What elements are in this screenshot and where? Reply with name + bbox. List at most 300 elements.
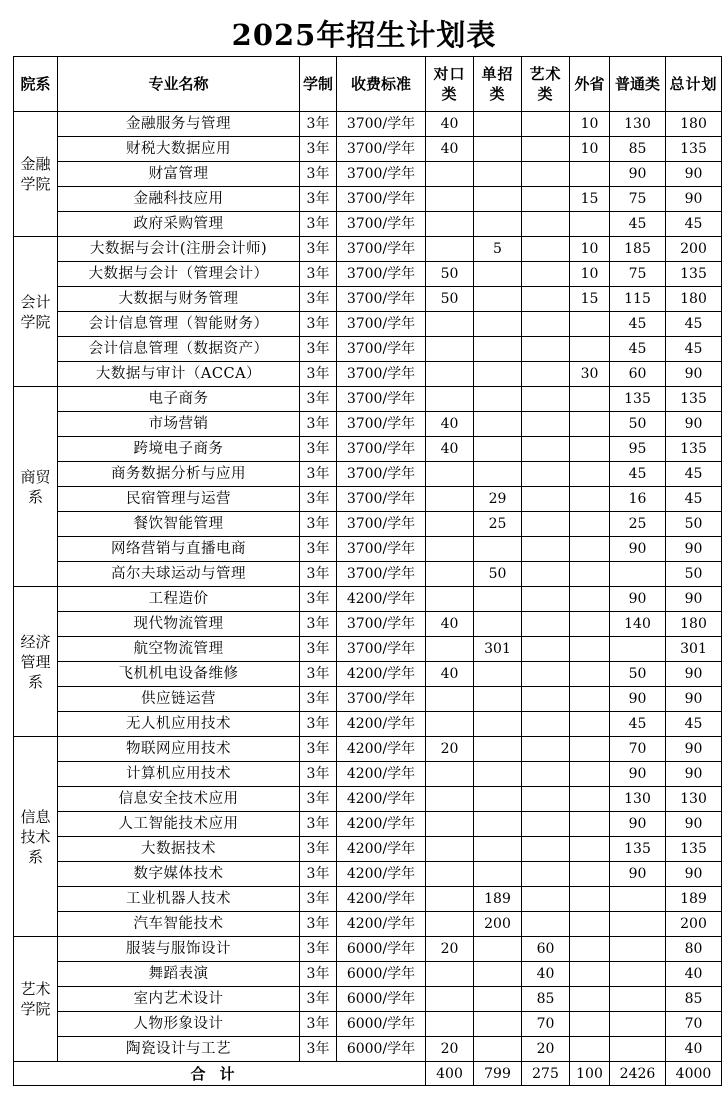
total-cell: 90 (666, 587, 722, 612)
major-cell: 航空物流管理 (58, 637, 300, 662)
duikou-cell (426, 962, 474, 987)
dept-cell: 会计学院 (14, 237, 58, 387)
table-row (14, 887, 722, 912)
putong-cell (610, 562, 666, 587)
yishu-cell (522, 787, 570, 812)
years-cell: 3年 (300, 662, 337, 687)
fee-cell: 3700/学年 (337, 337, 426, 362)
total-cell: 90 (666, 362, 722, 387)
putong-cell: 115 (610, 287, 666, 312)
major-cell: 飞机机电设备维修 (58, 662, 300, 687)
yishu-cell: 70 (522, 1012, 570, 1037)
fee-cell: 3700/学年 (337, 312, 426, 337)
years-cell: 3年 (300, 412, 337, 437)
putong-cell: 90 (610, 812, 666, 837)
danzhao-cell (474, 787, 522, 812)
waisheng-cell (570, 887, 610, 912)
duikou-cell: 20 (426, 937, 474, 962)
years-cell: 3年 (300, 862, 337, 887)
yishu-cell (522, 412, 570, 437)
header-row (14, 57, 722, 112)
major-cell: 会计信息管理（数据资产） (58, 337, 300, 362)
duikou-cell (426, 687, 474, 712)
waisheng-cell: 10 (570, 137, 610, 162)
total-cell: 135 (666, 437, 722, 462)
major-cell: 大数据与会计（管理会计） (58, 262, 300, 287)
putong-cell (610, 987, 666, 1012)
yishu-cell: 40 (522, 962, 570, 987)
table-row (14, 412, 722, 437)
years-cell: 3年 (300, 787, 337, 812)
fee-cell: 4200/学年 (337, 762, 426, 787)
total-cell: 90 (666, 537, 722, 562)
fee-cell: 3700/学年 (337, 687, 426, 712)
duikou-cell (426, 812, 474, 837)
dept-cell: 金融学院 (14, 112, 58, 237)
duikou-cell: 40 (426, 412, 474, 437)
years-cell: 3年 (300, 912, 337, 937)
danzhao-cell (474, 262, 522, 287)
danzhao-cell (474, 862, 522, 887)
putong-cell (610, 937, 666, 962)
danzhao-cell (474, 162, 522, 187)
putong-cell: 50 (610, 662, 666, 687)
major-cell: 高尔夫球运动与管理 (58, 562, 300, 587)
dept-cell: 商贸系 (14, 387, 58, 587)
putong-cell: 16 (610, 487, 666, 512)
duikou-cell (426, 637, 474, 662)
waisheng-cell (570, 937, 610, 962)
putong-cell (610, 1012, 666, 1037)
major-cell: 工程造价 (58, 587, 300, 612)
danzhao-cell: 29 (474, 487, 522, 512)
waisheng-cell (570, 1012, 610, 1037)
putong-cell: 45 (610, 337, 666, 362)
putong-cell: 45 (610, 212, 666, 237)
danzhao-cell (474, 412, 522, 437)
yishu-cell (522, 612, 570, 637)
total-cell: 45 (666, 462, 722, 487)
years-cell: 3年 (300, 337, 337, 362)
major-cell: 电子商务 (58, 387, 300, 412)
fee-cell: 6000/学年 (337, 1037, 426, 1062)
table-row (14, 737, 722, 762)
putong-cell: 85 (610, 137, 666, 162)
danzhao-cell (474, 187, 522, 212)
waisheng-cell (570, 987, 610, 1012)
yishu-cell (522, 737, 570, 762)
years-cell: 3年 (300, 712, 337, 737)
fee-cell: 4200/学年 (337, 862, 426, 887)
waisheng-cell (570, 662, 610, 687)
putong-cell: 95 (610, 437, 666, 462)
major-cell: 政府采购管理 (58, 212, 300, 237)
table-row (14, 212, 722, 237)
waisheng-cell (570, 812, 610, 837)
table-row (14, 912, 722, 937)
duikou-cell (426, 187, 474, 212)
danzhao-cell (474, 1037, 522, 1062)
fee-cell: 3700/学年 (337, 562, 426, 587)
putong-cell: 45 (610, 312, 666, 337)
major-cell: 餐饮智能管理 (58, 512, 300, 537)
danzhao-cell: 200 (474, 912, 522, 937)
total-cell: 45 (666, 337, 722, 362)
years-cell: 3年 (300, 462, 337, 487)
waisheng-cell (570, 587, 610, 612)
header-duikou: 对口类 (426, 57, 474, 112)
putong-cell: 90 (610, 537, 666, 562)
fee-cell: 4200/学年 (337, 812, 426, 837)
header-dept: 院系 (14, 57, 58, 112)
table-row (14, 837, 722, 862)
yishu-cell (522, 537, 570, 562)
table-row (14, 462, 722, 487)
header-total: 总计划 (666, 57, 722, 112)
duikou-cell: 40 (426, 112, 474, 137)
major-cell: 大数据技术 (58, 837, 300, 862)
duikou-cell (426, 312, 474, 337)
danzhao-cell (474, 662, 522, 687)
duikou-cell (426, 337, 474, 362)
total-cell: 189 (666, 887, 722, 912)
yishu-cell: 20 (522, 1037, 570, 1062)
total-cell: 90 (666, 187, 722, 212)
waisheng-cell: 10 (570, 262, 610, 287)
fee-cell: 4200/学年 (337, 787, 426, 812)
fee-cell: 3700/学年 (337, 512, 426, 537)
table-row (14, 137, 722, 162)
waisheng-cell (570, 162, 610, 187)
yishu-cell (522, 512, 570, 537)
table-row (14, 812, 722, 837)
total-cell: 135 (666, 387, 722, 412)
major-cell: 人物形象设计 (58, 1012, 300, 1037)
waisheng-cell (570, 837, 610, 862)
danzhao-cell (474, 337, 522, 362)
fee-cell: 3700/学年 (337, 262, 426, 287)
fee-cell: 3700/学年 (337, 212, 426, 237)
duikou-cell: 20 (426, 1037, 474, 1062)
yishu-cell: 60 (522, 937, 570, 962)
yishu-cell (522, 812, 570, 837)
danzhao-cell: 189 (474, 887, 522, 912)
waisheng-cell (570, 387, 610, 412)
fee-cell: 6000/学年 (337, 937, 426, 962)
duikou-cell (426, 487, 474, 512)
duikou-cell: 40 (426, 137, 474, 162)
danzhao-cell (474, 712, 522, 737)
major-cell: 现代物流管理 (58, 612, 300, 637)
fee-cell: 3700/学年 (337, 537, 426, 562)
table-row (14, 437, 722, 462)
waisheng-cell: 15 (570, 287, 610, 312)
total-cell: 90 (666, 412, 722, 437)
header-major: 专业名称 (58, 57, 300, 112)
waisheng-cell (570, 637, 610, 662)
putong-cell: 90 (610, 862, 666, 887)
waisheng-cell (570, 712, 610, 737)
major-cell: 大数据与审计（ACCA） (58, 362, 300, 387)
years-cell: 3年 (300, 837, 337, 862)
dept-cell: 艺术学院 (14, 937, 58, 1062)
years-cell: 3年 (300, 587, 337, 612)
table-row (14, 562, 722, 587)
yishu-cell (522, 687, 570, 712)
putong-cell (610, 637, 666, 662)
putong-cell (610, 887, 666, 912)
waisheng-cell (570, 462, 610, 487)
duikou-cell (426, 162, 474, 187)
major-cell: 无人机应用技术 (58, 712, 300, 737)
total-cell: 180 (666, 612, 722, 637)
danzhao-cell (474, 112, 522, 137)
fee-cell: 3700/学年 (337, 237, 426, 262)
putong-cell: 75 (610, 187, 666, 212)
table-row (14, 112, 722, 137)
total-cell: 180 (666, 287, 722, 312)
major-cell: 市场营销 (58, 412, 300, 437)
yishu-cell (522, 462, 570, 487)
total-cell: 200 (666, 912, 722, 937)
table-row (14, 762, 722, 787)
totals-row (14, 1062, 722, 1086)
duikou-cell: 50 (426, 287, 474, 312)
table-row (14, 187, 722, 212)
table-row (14, 312, 722, 337)
total-cell: 40 (666, 962, 722, 987)
table-row (14, 987, 722, 1012)
yishu-cell: 85 (522, 987, 570, 1012)
duikou-cell (426, 237, 474, 262)
total-cell: 40 (666, 1037, 722, 1062)
fee-cell: 6000/学年 (337, 987, 426, 1012)
total-cell: 90 (666, 162, 722, 187)
danzhao-cell (474, 937, 522, 962)
fee-cell: 3700/学年 (337, 487, 426, 512)
yishu-cell (522, 337, 570, 362)
table-row (14, 687, 722, 712)
header-years: 学制 (300, 57, 337, 112)
fee-cell: 3700/学年 (337, 612, 426, 637)
years-cell: 3年 (300, 187, 337, 212)
fee-cell: 6000/学年 (337, 962, 426, 987)
danzhao-cell: 301 (474, 637, 522, 662)
table-row (14, 1012, 722, 1037)
totals-total: 4000 (666, 1062, 722, 1086)
waisheng-cell (570, 562, 610, 587)
table-row (14, 387, 722, 412)
table-row (14, 612, 722, 637)
danzhao-cell (474, 962, 522, 987)
waisheng-cell (570, 612, 610, 637)
duikou-cell (426, 862, 474, 887)
major-cell: 财税大数据应用 (58, 137, 300, 162)
yishu-cell (522, 287, 570, 312)
putong-cell: 45 (610, 712, 666, 737)
header-waisheng: 外省 (570, 57, 610, 112)
danzhao-cell (474, 212, 522, 237)
table-body (14, 112, 722, 1062)
putong-cell: 135 (610, 837, 666, 862)
duikou-cell: 40 (426, 662, 474, 687)
table-row (14, 712, 722, 737)
major-cell: 民宿管理与运营 (58, 487, 300, 512)
major-cell: 跨境电子商务 (58, 437, 300, 462)
yishu-cell (522, 712, 570, 737)
duikou-cell (426, 562, 474, 587)
total-cell: 80 (666, 937, 722, 962)
years-cell: 3年 (300, 562, 337, 587)
putong-cell: 140 (610, 612, 666, 637)
fee-cell: 3700/学年 (337, 162, 426, 187)
enrollment-plan-table (13, 56, 722, 1086)
years-cell: 3年 (300, 362, 337, 387)
major-cell: 工业机器人技术 (58, 887, 300, 912)
major-cell: 商务数据分析与应用 (58, 462, 300, 487)
putong-cell: 90 (610, 162, 666, 187)
years-cell: 3年 (300, 687, 337, 712)
years-cell: 3年 (300, 237, 337, 262)
major-cell: 大数据与财务管理 (58, 287, 300, 312)
putong-cell: 130 (610, 787, 666, 812)
duikou-cell (426, 887, 474, 912)
years-cell: 3年 (300, 162, 337, 187)
years-cell: 3年 (300, 287, 337, 312)
years-cell: 3年 (300, 887, 337, 912)
total-cell: 50 (666, 562, 722, 587)
danzhao-cell (474, 287, 522, 312)
yishu-cell (522, 162, 570, 187)
total-cell: 45 (666, 712, 722, 737)
total-cell: 90 (666, 862, 722, 887)
fee-cell: 4200/学年 (337, 837, 426, 862)
years-cell: 3年 (300, 487, 337, 512)
putong-cell (610, 912, 666, 937)
danzhao-cell (474, 612, 522, 637)
table-row (14, 587, 722, 612)
danzhao-cell: 25 (474, 512, 522, 537)
years-cell: 3年 (300, 637, 337, 662)
major-cell: 计算机应用技术 (58, 762, 300, 787)
waisheng-cell (570, 862, 610, 887)
major-cell: 网络营销与直播电商 (58, 537, 300, 562)
total-cell: 45 (666, 312, 722, 337)
total-cell: 85 (666, 987, 722, 1012)
totals-putong: 2426 (610, 1062, 666, 1086)
table-row (14, 962, 722, 987)
years-cell: 3年 (300, 812, 337, 837)
table-row (14, 637, 722, 662)
putong-cell: 90 (610, 587, 666, 612)
putong-cell: 50 (610, 412, 666, 437)
putong-cell (610, 1037, 666, 1062)
major-cell: 大数据与会计(注册会计师) (58, 237, 300, 262)
table-row (14, 862, 722, 887)
waisheng-cell (570, 787, 610, 812)
waisheng-cell (570, 1037, 610, 1062)
waisheng-cell (570, 337, 610, 362)
totals-yishu: 275 (522, 1062, 570, 1086)
total-cell: 135 (666, 262, 722, 287)
years-cell: 3年 (300, 512, 337, 537)
table-row (14, 537, 722, 562)
years-cell: 3年 (300, 612, 337, 637)
yishu-cell (522, 662, 570, 687)
major-cell: 信息安全技术应用 (58, 787, 300, 812)
duikou-cell (426, 212, 474, 237)
waisheng-cell (570, 412, 610, 437)
duikou-cell: 20 (426, 737, 474, 762)
total-cell: 200 (666, 237, 722, 262)
years-cell: 3年 (300, 137, 337, 162)
total-cell: 50 (666, 512, 722, 537)
duikou-cell: 40 (426, 612, 474, 637)
danzhao-cell (474, 437, 522, 462)
major-cell: 服装与服饰设计 (58, 937, 300, 962)
danzhao-cell (474, 537, 522, 562)
years-cell: 3年 (300, 312, 337, 337)
major-cell: 金融科技应用 (58, 187, 300, 212)
totals-duikou: 400 (426, 1062, 474, 1086)
major-cell: 供应链运营 (58, 687, 300, 712)
total-cell: 90 (666, 687, 722, 712)
duikou-cell (426, 387, 474, 412)
yishu-cell (522, 912, 570, 937)
total-cell: 135 (666, 137, 722, 162)
years-cell: 3年 (300, 537, 337, 562)
danzhao-cell (474, 587, 522, 612)
fee-cell: 4200/学年 (337, 712, 426, 737)
waisheng-cell (570, 512, 610, 537)
table-row (14, 1037, 722, 1062)
totals-waisheng: 100 (570, 1062, 610, 1086)
yishu-cell (522, 862, 570, 887)
fee-cell: 4200/学年 (337, 737, 426, 762)
dept-cell: 信息技术系 (14, 737, 58, 937)
table-row (14, 787, 722, 812)
table-row (14, 237, 722, 262)
putong-cell: 135 (610, 387, 666, 412)
waisheng-cell (570, 737, 610, 762)
table-row (14, 262, 722, 287)
total-cell: 45 (666, 212, 722, 237)
table-row (14, 512, 722, 537)
danzhao-cell (474, 137, 522, 162)
yishu-cell (522, 112, 570, 137)
major-cell: 财富管理 (58, 162, 300, 187)
table-row (14, 337, 722, 362)
major-cell: 室内艺术设计 (58, 987, 300, 1012)
yishu-cell (522, 487, 570, 512)
fee-cell: 6000/学年 (337, 1012, 426, 1037)
yishu-cell (522, 387, 570, 412)
header-danzhao: 单招类 (474, 57, 522, 112)
waisheng-cell: 15 (570, 187, 610, 212)
table-row (14, 362, 722, 387)
duikou-cell (426, 362, 474, 387)
major-cell: 陶瓷设计与工艺 (58, 1037, 300, 1062)
waisheng-cell: 10 (570, 237, 610, 262)
years-cell: 3年 (300, 762, 337, 787)
total-cell: 180 (666, 112, 722, 137)
duikou-cell (426, 712, 474, 737)
danzhao-cell (474, 312, 522, 337)
duikou-cell (426, 537, 474, 562)
years-cell: 3年 (300, 737, 337, 762)
yishu-cell (522, 187, 570, 212)
waisheng-cell (570, 687, 610, 712)
